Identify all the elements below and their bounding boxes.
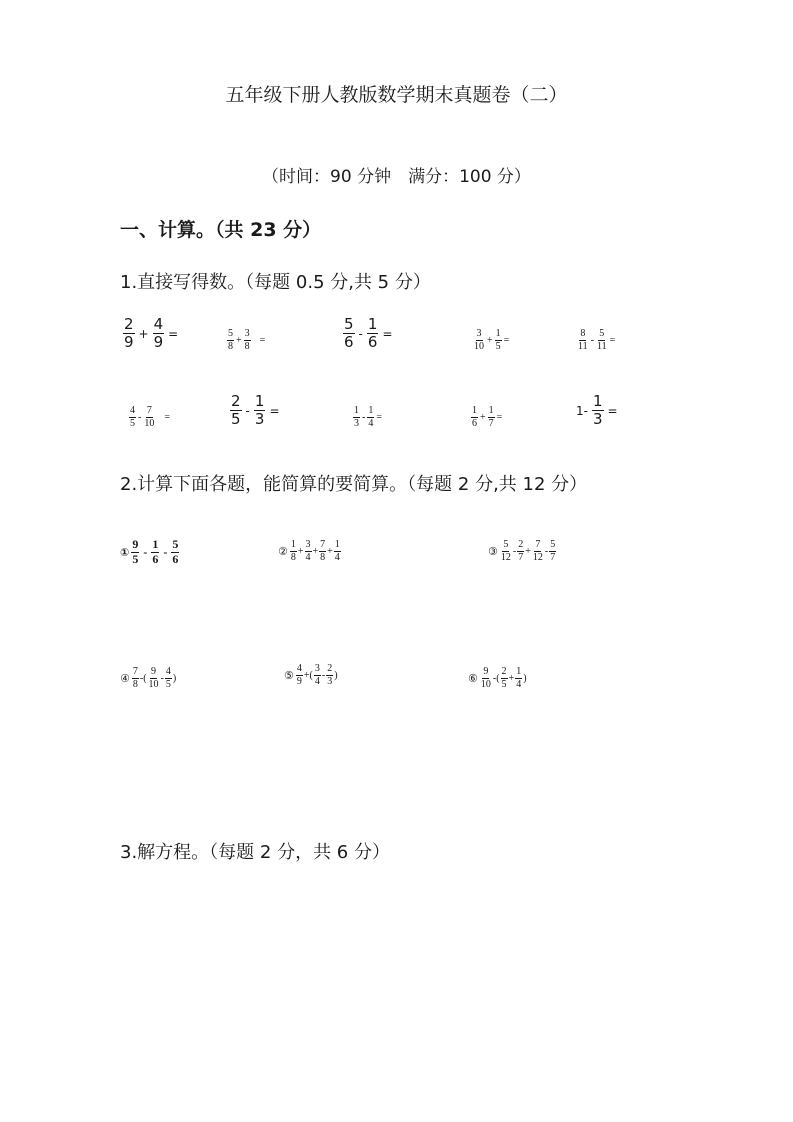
q1-item-2 bbox=[226, 328, 266, 352]
numerator: 1 bbox=[516, 666, 522, 677]
denominator: 3 bbox=[354, 417, 359, 429]
denominator: 9 bbox=[124, 333, 134, 352]
denominator: 6 bbox=[472, 417, 477, 429]
denominator: 4 bbox=[368, 417, 374, 429]
operator: + bbox=[138, 326, 149, 341]
question-1-heading: 1.直接写得数。（每题 0.5 分,共 5 分） bbox=[120, 272, 431, 293]
q1-item-10 bbox=[576, 393, 621, 429]
q2-item-6 bbox=[468, 666, 527, 690]
numerator: 5 bbox=[599, 328, 605, 339]
denominator: 5 bbox=[165, 678, 171, 690]
numerator: 4 bbox=[153, 315, 164, 333]
equals-sign: = bbox=[269, 403, 280, 418]
leading-term: 1- bbox=[576, 403, 588, 418]
equals-sign: = bbox=[609, 334, 616, 346]
numerator: 2 bbox=[231, 392, 241, 410]
denominator: 6 bbox=[367, 333, 378, 352]
equals-sign: = bbox=[607, 403, 618, 418]
operator: - bbox=[163, 544, 168, 559]
numerator: 1 bbox=[472, 405, 477, 416]
numerator: 1 bbox=[152, 537, 159, 551]
q1-item-1 bbox=[122, 316, 181, 352]
equals-sign: = bbox=[382, 326, 393, 341]
denominator: 9 bbox=[153, 333, 164, 352]
operator: + bbox=[525, 545, 531, 557]
q2-item-4 bbox=[120, 666, 176, 690]
numerator: 3 bbox=[476, 328, 482, 339]
denominator: 10 bbox=[144, 417, 155, 429]
operator: - bbox=[143, 544, 148, 559]
closing-parenthesis: ) bbox=[172, 672, 177, 684]
denominator: 3 bbox=[327, 675, 333, 687]
q1-item-7 bbox=[229, 393, 283, 429]
denominator: 3 bbox=[254, 410, 265, 429]
denominator: 12 bbox=[532, 551, 543, 563]
operator: + bbox=[312, 545, 319, 557]
denominator: 5 bbox=[130, 417, 135, 429]
numerator: 4 bbox=[130, 405, 135, 416]
numerator: 3 bbox=[244, 328, 250, 339]
denominator: 11 bbox=[578, 340, 588, 352]
numerator: 1 bbox=[367, 315, 378, 333]
denominator: 8 bbox=[290, 551, 296, 563]
numerator: 1 bbox=[334, 539, 340, 550]
denominator: 8 bbox=[228, 340, 233, 352]
numerator: 1 bbox=[495, 328, 501, 339]
numerator: 1 bbox=[254, 392, 265, 410]
operator: - bbox=[362, 411, 366, 423]
numerator: 1 bbox=[354, 405, 359, 416]
denominator: 9 bbox=[296, 675, 302, 687]
item-number: ③ bbox=[488, 544, 498, 558]
numerator: 1 bbox=[488, 405, 494, 416]
operator: - bbox=[590, 334, 594, 346]
operator: - bbox=[321, 669, 326, 681]
operator: + bbox=[236, 334, 242, 346]
numerator: 1 bbox=[290, 539, 296, 550]
q2-item-3 bbox=[488, 539, 557, 563]
equals-sign: = bbox=[496, 411, 503, 423]
item-number: ④ bbox=[120, 671, 130, 685]
closing-parenthesis: ) bbox=[523, 672, 527, 684]
numerator: 4 bbox=[296, 663, 302, 674]
denominator: 8 bbox=[132, 678, 138, 690]
denominator: 4 bbox=[516, 678, 522, 690]
numerator: 5 bbox=[550, 539, 556, 550]
operator: + bbox=[508, 672, 515, 684]
item-number: ⑤ bbox=[284, 668, 294, 682]
operator: + bbox=[327, 545, 333, 557]
item-number: ⑥ bbox=[468, 671, 478, 685]
denominator: 12 bbox=[500, 551, 511, 563]
denominator: 6 bbox=[344, 333, 354, 352]
operator: + bbox=[487, 334, 493, 346]
numerator: 7 bbox=[132, 666, 138, 677]
q1-item-4 bbox=[472, 328, 510, 352]
question-2-heading: 2.计算下面各题，能简算的要简算。（每题 2 分,共 12 分） bbox=[120, 474, 588, 495]
q1-item-9 bbox=[470, 405, 503, 429]
numerator: 7 bbox=[535, 539, 541, 550]
equals-sign: = bbox=[168, 326, 179, 341]
denominator: 8 bbox=[320, 551, 326, 563]
operator: -( bbox=[139, 672, 147, 684]
denominator: 5 bbox=[501, 678, 507, 690]
operator: - bbox=[160, 672, 164, 684]
denominator: 7 bbox=[488, 417, 494, 429]
q2-item-2 bbox=[278, 539, 342, 563]
numerator: 2 bbox=[501, 666, 507, 677]
item-number: ② bbox=[278, 544, 288, 558]
denominator: 4 bbox=[314, 675, 320, 687]
numerator: 5 bbox=[172, 537, 179, 551]
numerator: 5 bbox=[344, 315, 354, 333]
equals-sign: = bbox=[376, 411, 382, 423]
page-title: 五年级下册人教版数学期末真题卷（二） bbox=[225, 84, 568, 106]
numerator: 2 bbox=[518, 539, 524, 550]
denominator: 11 bbox=[596, 340, 607, 352]
operator: - bbox=[245, 403, 250, 418]
operator: + bbox=[480, 411, 486, 423]
equals-sign: = bbox=[259, 334, 266, 346]
numerator: 5 bbox=[503, 539, 509, 550]
numerator: 5 bbox=[228, 328, 233, 339]
question-3-heading: 3.解方程。（每题 2 分，共 6 分） bbox=[120, 842, 390, 863]
numerator: 1 bbox=[368, 405, 374, 416]
numerator: 1 bbox=[592, 392, 603, 410]
numerator: 3 bbox=[305, 539, 311, 550]
numerator: 7 bbox=[320, 539, 326, 550]
numerator: 2 bbox=[124, 315, 134, 333]
denominator: 5 bbox=[132, 551, 139, 566]
numerator: 3 bbox=[314, 663, 320, 674]
denominator: 10 bbox=[148, 678, 159, 690]
exam-info: （时间：90 分钟 满分：100 分） bbox=[262, 167, 531, 187]
q1-item-5 bbox=[576, 328, 616, 352]
section-heading: 一、计算。（共 23 分） bbox=[120, 219, 322, 241]
numerator: 8 bbox=[580, 328, 586, 339]
denominator: 5 bbox=[495, 340, 501, 352]
q1-item-8 bbox=[352, 405, 383, 429]
denominator: 10 bbox=[474, 340, 484, 352]
denominator: 3 bbox=[592, 410, 603, 429]
operator: +( bbox=[303, 669, 313, 681]
operator: - bbox=[138, 411, 142, 423]
denominator: 5 bbox=[231, 410, 241, 429]
numerator: 9 bbox=[151, 666, 157, 677]
operator: - bbox=[358, 326, 363, 341]
q2-item-5 bbox=[284, 663, 338, 687]
denominator: 10 bbox=[480, 678, 491, 690]
denominator: 6 bbox=[172, 551, 179, 566]
operator: + bbox=[297, 545, 304, 557]
numerator: 9 bbox=[132, 537, 139, 551]
operator: - bbox=[512, 545, 517, 557]
item-number: ① bbox=[120, 545, 130, 559]
equals-sign: = bbox=[503, 334, 510, 346]
denominator: 6 bbox=[152, 551, 159, 566]
numerator: 2 bbox=[327, 663, 333, 674]
denominator: 4 bbox=[334, 551, 340, 563]
operator: -( bbox=[492, 672, 500, 684]
closing-parenthesis: ) bbox=[334, 669, 338, 681]
numerator: 7 bbox=[146, 405, 152, 416]
denominator: 4 bbox=[305, 551, 311, 563]
equals-sign: = bbox=[164, 411, 170, 423]
q1-item-3 bbox=[342, 316, 396, 352]
q2-item-1 bbox=[120, 538, 180, 567]
q1-item-6 bbox=[128, 405, 171, 429]
numerator: 9 bbox=[483, 666, 489, 677]
denominator: 8 bbox=[244, 340, 250, 352]
operator: - bbox=[544, 545, 549, 557]
denominator: 7 bbox=[550, 551, 556, 563]
numerator: 4 bbox=[165, 666, 171, 677]
denominator: 7 bbox=[518, 551, 524, 563]
